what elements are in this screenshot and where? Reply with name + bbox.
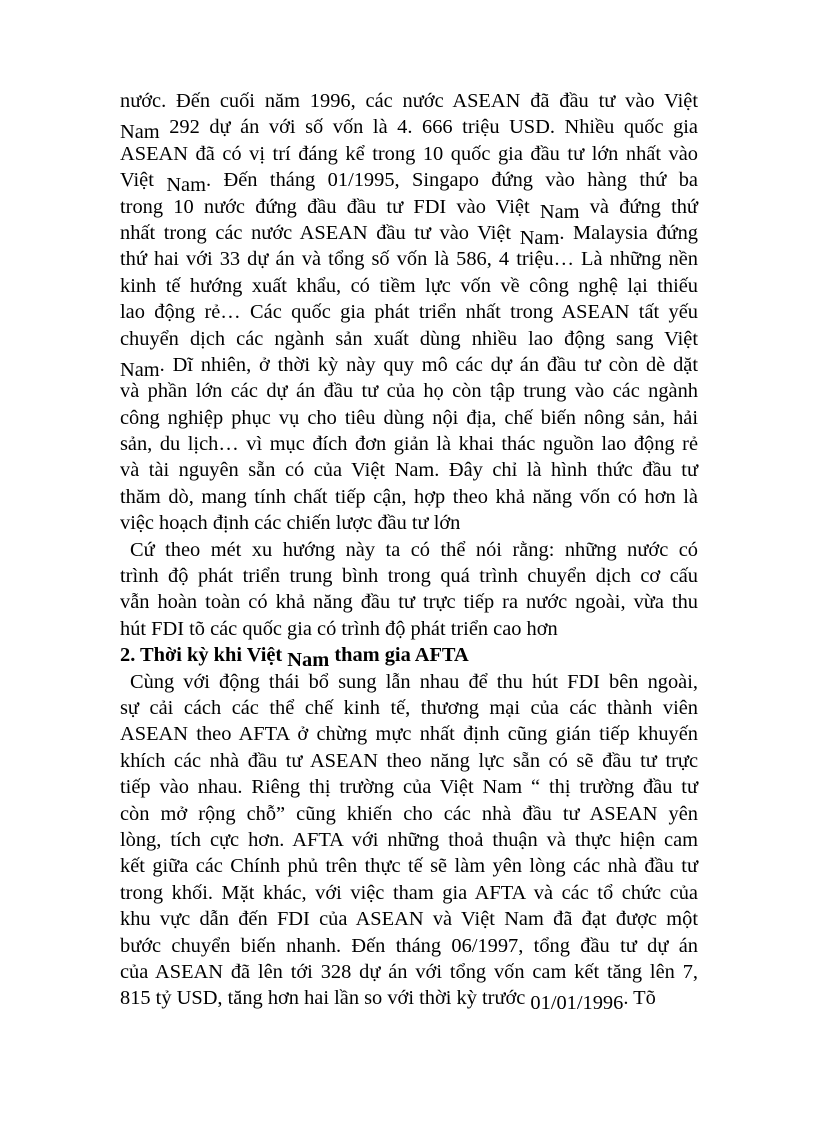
- text-line: [120, 906, 698, 932]
- text-line: [120, 326, 698, 352]
- line-text-after: 292 dự án với số vốn là 4. 666 triệu USD. Nhiều quốc gia: [159, 116, 698, 139]
- line-text: lòng, tích cực hơn. AFTA với những thoả thuận và thực hiện cam: [120, 828, 698, 851]
- text-line: [120, 959, 698, 985]
- text-line: [120, 194, 698, 223]
- line-text: ASEAN theo AFTA ở chừng mực nhất định cũng gián tiếp khuyến: [120, 723, 698, 746]
- text-line: [120, 563, 698, 589]
- line-subscript: Nam: [120, 358, 160, 381]
- line-subscript: Nam: [166, 174, 206, 197]
- line-text: và tài nguyên sẵn có của Việt Nam. Đây chỉ là hình thức đầu tư: [120, 459, 698, 482]
- text-line: [120, 405, 698, 431]
- paragraph-afta-period: [120, 669, 698, 1015]
- document-page: [120, 88, 698, 1015]
- line-text: còn mở rộng chỗ” cũng khiến cho các nhà đầu tư ASEAN yên: [120, 802, 698, 825]
- line-text-after: . Dĩ nhiên, ở thời kỳ này quy mô các dự án đầu tư còn dè dặt: [159, 353, 698, 376]
- text-line: [120, 880, 698, 906]
- line-text: việc hoạch định các chiến lược đầu tư lớn: [120, 512, 461, 535]
- text-line: [120, 457, 698, 483]
- text-line: [120, 246, 698, 272]
- text-line: [120, 141, 698, 167]
- line-text: lao động rẻ… Các quốc gia phát triển nhất trong ASEAN tất yếu: [120, 301, 698, 324]
- text-line: [120, 827, 698, 853]
- line-text: nhất trong các nước ASEAN đầu tư vào Việt: [120, 221, 520, 244]
- line-subscript: Nam: [120, 121, 160, 144]
- line-text: hút FDI tõ các quốc gia có trình độ phát triển cao hơn: [120, 617, 558, 640]
- text-line: [120, 774, 698, 800]
- line-text: 815 tỷ USD, tăng hơn hai lần so với thời kỳ trước: [120, 987, 531, 1010]
- text-line: [120, 589, 698, 615]
- line-text: khu vực dẫn đến FDI của ASEAN và Việt Nam đã đạt được một: [120, 908, 698, 931]
- line-subscript: 01/01/1996: [530, 992, 624, 1015]
- line-text: khích các nhà đầu tư ASEAN theo năng lực sẵn có sẽ đầu tư trực: [120, 749, 698, 772]
- text-line: [120, 721, 698, 747]
- text-line: [120, 510, 698, 536]
- line-text: kinh tế hướng xuất khẩu, có tiềm lực vốn về công nghệ lại thiếu: [120, 274, 698, 297]
- line-subscript: Nam: [519, 226, 560, 249]
- text-line: [120, 695, 698, 721]
- text-line: [120, 114, 698, 144]
- text-line: [120, 431, 698, 457]
- text-line: [120, 167, 698, 197]
- text-line: [120, 220, 698, 249]
- line-text: ASEAN đã có vị trí đáng kể trong 10 quốc gia đầu tư lớn nhất vào: [120, 142, 698, 165]
- text-line: [120, 88, 698, 114]
- text-line: [120, 985, 698, 1015]
- line-text: thứ hai với 33 dự án và tổng số vốn là 586, 4 triệu… Là những nền: [120, 248, 698, 271]
- line-text: bước chuyển biến nhanh. Đến tháng 06/1997, tổng đầu tư dự án: [120, 934, 698, 957]
- line-text-after: . Đến tháng 01/1995, Singapo đứng vào hàng thứ ba: [205, 169, 698, 192]
- line-text: thăm dò, mang tính chất tiếp cận, hợp theo khả năng vốn có hơn là: [120, 485, 698, 508]
- heading-text: 2. Thời kỳ khi Việt: [120, 644, 288, 667]
- text-line: [120, 352, 698, 381]
- line-text: Cùng với động thái bổ sung lẫn nhau để thu hút FDI bên ngoài,: [130, 670, 698, 693]
- line-text-after: . Malaysia đứng: [559, 221, 698, 244]
- text-line: [120, 933, 698, 959]
- text-line: [120, 669, 698, 695]
- line-text: Cứ theo mét xu hướng này ta có thể nói rằng: những nước có: [130, 538, 698, 561]
- text-line: [120, 537, 698, 563]
- paragraph-trend-conclusion: [120, 537, 698, 643]
- heading-subscript: Nam: [287, 649, 330, 672]
- line-text: sản, du lịch… vì mục đích đơn giản là khai thác nguồn lao động rẻ: [120, 433, 698, 456]
- line-text: kết giữa các Chính phủ trên thực tế sẽ làm yên lòng các nhà đầu tư: [120, 855, 698, 878]
- line-text: chuyển dịch các ngành sản xuất dùng nhiều lao động sang Việt: [120, 327, 698, 350]
- line-text: và phần lớn các dự án đầu tư của họ còn tập trung vào các ngành: [120, 380, 698, 403]
- line-text: sự cải cách các thể chế kinh tế, thương mại của các thành viên: [120, 696, 698, 719]
- text-line: [120, 273, 698, 299]
- line-text: nước. Đến cuối năm 1996, các nước ASEAN đã đầu tư vào Việt: [120, 90, 698, 112]
- line-text: tiếp vào nhau. Riêng thị trường của Việt Nam “ thị trường đầu tư: [120, 776, 698, 799]
- text-line: [120, 484, 698, 510]
- line-text-after: . Tõ: [623, 987, 656, 1010]
- section-heading: [120, 642, 698, 672]
- text-line: [120, 378, 698, 404]
- line-text: công nghiệp phục vụ cho tiêu dùng nội địa, chế biến nông sản, hải: [120, 406, 698, 429]
- line-text-after: và đứng thứ: [579, 195, 698, 218]
- line-text: trong khối. Mặt khác, với việc tham gia AFTA và các tổ chức của: [120, 881, 698, 904]
- paragraph-investment-history: [120, 88, 698, 537]
- line-text: trình độ phát triển trung bình trong quá trình chuyển dịch cơ cấu: [120, 565, 698, 588]
- line-text: trong 10 nước đứng đầu đầu tư FDI vào Việt: [120, 195, 540, 218]
- text-line: [120, 616, 698, 642]
- line-text: của ASEAN đã lên tới 328 dự án với tổng vốn cam kết tăng lên 7,: [120, 960, 698, 983]
- text-line: [120, 299, 698, 325]
- text-line: [120, 801, 698, 827]
- text-line: [120, 853, 698, 879]
- line-text: Việt: [120, 169, 167, 192]
- line-subscript: Nam: [539, 200, 580, 223]
- line-text: vẫn hoàn toàn có khả năng đầu tư trực tiếp ra nước ngoài, vừa thu: [120, 591, 698, 614]
- text-line: [120, 748, 698, 774]
- heading-text-after: tham gia AFTA: [329, 644, 469, 667]
